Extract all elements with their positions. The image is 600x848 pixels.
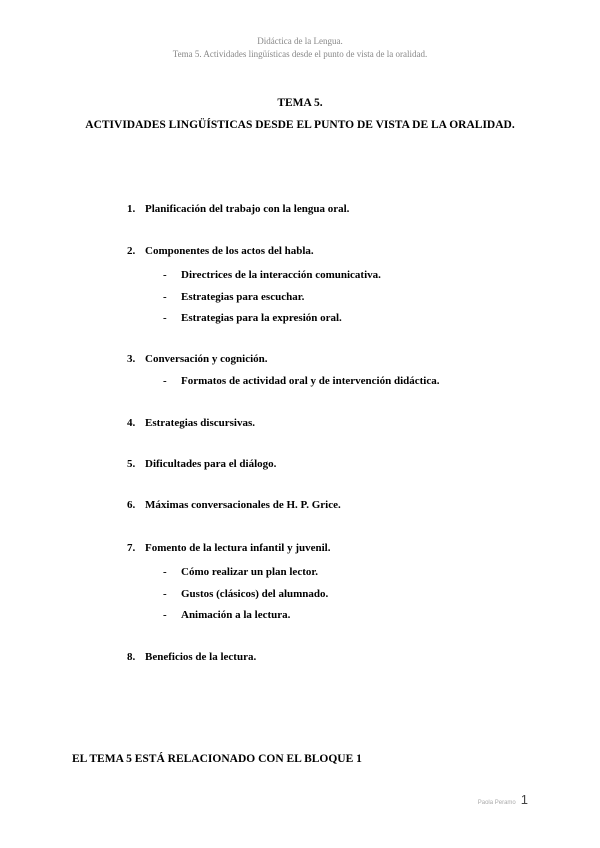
item-number: 7. <box>127 542 136 554</box>
dash: - <box>163 291 167 303</box>
item-number: 1. <box>127 203 136 215</box>
page-footer <box>478 792 528 807</box>
sub-text: Gustos (clásicos) del alumnado. <box>181 588 329 600</box>
sub-item <box>163 374 439 388</box>
sub-item <box>163 608 290 622</box>
sub-item <box>163 587 328 601</box>
dash: - <box>163 312 167 324</box>
list-item <box>127 202 349 216</box>
list-item <box>127 650 256 664</box>
list-item <box>127 498 341 512</box>
sub-text: Formatos de actividad oral y de intervención didáctica. <box>181 375 440 387</box>
sub-item <box>163 268 381 282</box>
dash: - <box>163 588 167 600</box>
item-text: Estrategias discursivas. <box>145 417 255 429</box>
sub-text: Estrategias para la expresión oral. <box>181 312 342 324</box>
list-item <box>127 541 330 555</box>
item-text: Fomento de la lectura infantil y juvenil. <box>145 542 331 554</box>
item-text: Máximas conversacionales de H. P. Grice. <box>145 499 341 511</box>
item-number: 2. <box>127 245 136 257</box>
item-number: 6. <box>127 499 136 511</box>
sub-item <box>163 290 304 304</box>
dash: - <box>163 375 167 387</box>
item-number: 5. <box>127 458 136 470</box>
dash: - <box>163 269 167 281</box>
item-text: Componentes de los actos del habla. <box>145 245 314 257</box>
item-text: Planificación del trabajo con la lengua oral. <box>145 203 350 215</box>
title-text: ACTIVIDADES LINGÜÍSTICAS DESDE EL PUNTO DE VISTA DE LA ORALIDAD. <box>85 119 515 131</box>
item-text: Beneficios de la lectura. <box>145 651 257 663</box>
list-item <box>127 244 314 258</box>
sub-text: Directrices de la interacción comunicativa. <box>181 269 381 281</box>
title-number: TEMA 5. <box>277 97 323 109</box>
header-subject: Didáctica de la Lengua. <box>257 36 343 46</box>
item-number: 4. <box>127 417 136 429</box>
sub-text: Estrategias para escuchar. <box>181 291 305 303</box>
list-item <box>127 352 268 366</box>
item-text: Conversación y cognición. <box>145 353 268 365</box>
sub-text: Animación a la lectura. <box>181 609 291 621</box>
footer-author: Paola Peramo <box>477 800 516 806</box>
item-number: 3. <box>127 353 136 365</box>
list-item <box>127 416 255 430</box>
dash: - <box>163 609 167 621</box>
sub-item <box>163 565 318 579</box>
header-topic: Tema 5. Actividades lingüísticas desde el punto de vista de la oralidad. <box>172 49 428 59</box>
page-number: 1 <box>520 792 528 807</box>
block-relation: EL TEMA 5 ESTÁ RELACIONADO CON EL BLOQUE 1 <box>72 753 362 765</box>
item-text: Dificultades para el diálogo. <box>145 458 277 470</box>
item-number: 8. <box>127 651 136 663</box>
sub-item <box>163 311 342 325</box>
sub-text: Cómo realizar un plan lector. <box>181 566 318 578</box>
list-item <box>127 457 276 471</box>
dash: - <box>163 566 167 578</box>
